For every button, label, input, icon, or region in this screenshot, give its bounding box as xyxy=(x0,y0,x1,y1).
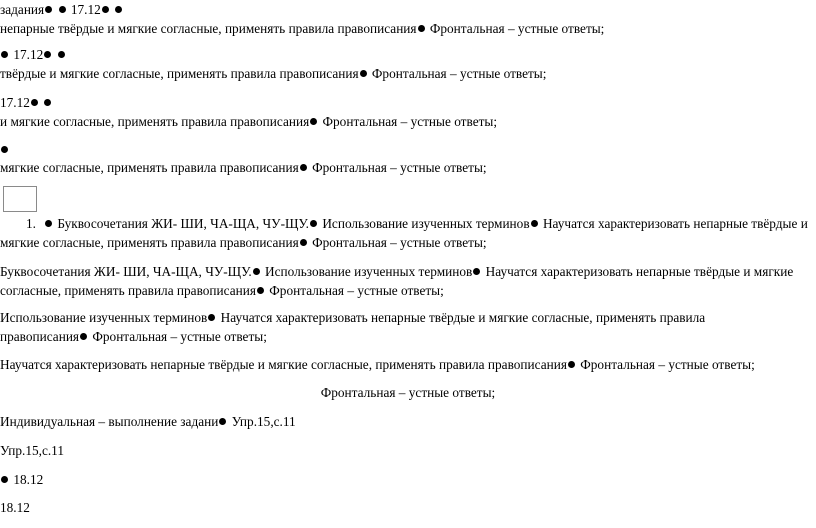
text-line-2 xyxy=(0,21,604,37)
topic-text: Буквосочетания ЖИ- ШИ, ЧА-ЩА, ЧУ-ЩУ. xyxy=(0,264,252,279)
bullet-icon xyxy=(253,268,260,275)
list-item-continuation xyxy=(0,235,487,251)
assessment-text: Фронтальная – устные ответы; xyxy=(322,114,498,129)
assessment-text: Фронтальная – устные ответы; xyxy=(92,329,267,344)
paragraph-1 xyxy=(0,264,793,280)
bullet-icon xyxy=(31,99,38,106)
list-item xyxy=(0,216,808,232)
individual-task-text: Индивидуальная – выполнение задани xyxy=(0,414,219,429)
bullet-icon xyxy=(59,6,66,13)
bullet-icon xyxy=(80,333,87,340)
task-text: задания xyxy=(0,2,45,17)
text-line-1 xyxy=(0,2,124,18)
bullet-icon xyxy=(115,6,122,13)
text-line-3 xyxy=(0,47,67,63)
bullet-icon xyxy=(310,220,317,227)
bullet-icon xyxy=(257,287,264,294)
date-text: 17.12 xyxy=(70,2,101,17)
date-text: 17.12 xyxy=(13,47,44,62)
bullet-icon xyxy=(58,51,65,58)
paragraph-2-continuation xyxy=(0,329,267,345)
terms-text: Использование изученных терминов xyxy=(265,264,473,279)
skills-text: и мягкие согласные, применять правила правописания xyxy=(0,114,310,129)
bullet-icon xyxy=(473,268,480,275)
text-line-6 xyxy=(0,114,497,130)
assessment-text: Фронтальная – устные ответы; xyxy=(320,385,496,400)
skills-text: Научатся характеризовать непарные твёрдые и мягкие согласные, применять правила xyxy=(220,310,706,325)
bullet-icon xyxy=(219,418,226,425)
date-line-1 xyxy=(0,472,43,488)
assessment-text: Фронтальная – устные ответы; xyxy=(312,160,487,175)
text-line-4 xyxy=(0,66,546,82)
bullet-icon xyxy=(45,220,52,227)
bullet-icon xyxy=(1,476,8,483)
exercise-text: Упр.15,с.11 xyxy=(0,443,64,458)
bullet-icon xyxy=(418,25,425,32)
individual-line xyxy=(0,414,296,430)
skills-text: непарные твёрдые и мягкие согласные, применять правила правописания xyxy=(0,21,417,36)
assessment-text: Фронтальная – устные ответы; xyxy=(580,357,755,372)
exercise-text: Упр.15,с.11 xyxy=(231,414,296,429)
skills-text: мягкие согласные, применять правила правописания xyxy=(0,235,299,250)
bullet-icon xyxy=(1,51,8,58)
bullet-icon xyxy=(360,70,367,77)
assessment-text: Фронтальная – устные ответы; xyxy=(429,21,605,36)
bullet-icon xyxy=(208,314,215,321)
centered-assessment xyxy=(0,385,816,401)
bullet-icon xyxy=(568,361,575,368)
terms-text: Использование изученных терминов xyxy=(322,216,530,231)
skills-text: Научатся характеризовать непарные твёрдые и мягкие согласные, применять правила правописания xyxy=(0,357,567,372)
assessment-text: Фронтальная – устные ответы; xyxy=(371,66,547,81)
paragraph-3 xyxy=(0,357,755,373)
bullet-icon xyxy=(45,6,52,13)
date-line-2 xyxy=(0,500,30,516)
skills-text: правописания xyxy=(0,329,80,344)
text-line-8 xyxy=(0,160,487,176)
skills-text: мягкие согласные, применять правила правописания xyxy=(0,160,299,175)
skills-text: Научатся характеризовать непарные твёрдые и xyxy=(542,216,808,231)
assessment-text: Фронтальная – устные ответы; xyxy=(269,283,444,298)
date-text: 17.12 xyxy=(0,95,30,110)
bullet-icon xyxy=(310,118,317,125)
list-number: 1. xyxy=(26,216,36,231)
bullet-icon xyxy=(531,220,538,227)
topic-text: Буквосочетания ЖИ- ШИ, ЧА-ЩА, ЧУ-ЩУ. xyxy=(57,216,309,231)
empty-table-cell xyxy=(3,186,37,212)
date-text: 18.12 xyxy=(0,500,30,515)
skills-text: согласные, применять правила правописания xyxy=(0,283,256,298)
bullet-icon xyxy=(1,146,8,153)
text-line-7 xyxy=(0,142,10,158)
exercise-line xyxy=(0,443,64,459)
bullet-icon xyxy=(102,6,109,13)
bullet-icon xyxy=(44,99,51,106)
date-text: 18.12 xyxy=(13,472,44,487)
text-line-5 xyxy=(0,95,53,111)
assessment-text: Фронтальная – устные ответы; xyxy=(312,235,487,250)
terms-text: Использование изученных терминов xyxy=(0,310,208,325)
bullet-icon xyxy=(300,164,307,171)
skills-text: твёрдые и мягкие согласные, применять правила правописания xyxy=(0,66,359,81)
skills-text: Научатся характеризовать непарные твёрдые и мягкие xyxy=(485,264,794,279)
bullet-icon xyxy=(44,51,51,58)
bullet-icon xyxy=(300,239,307,246)
paragraph-1-continuation xyxy=(0,283,444,299)
paragraph-2 xyxy=(0,310,705,326)
